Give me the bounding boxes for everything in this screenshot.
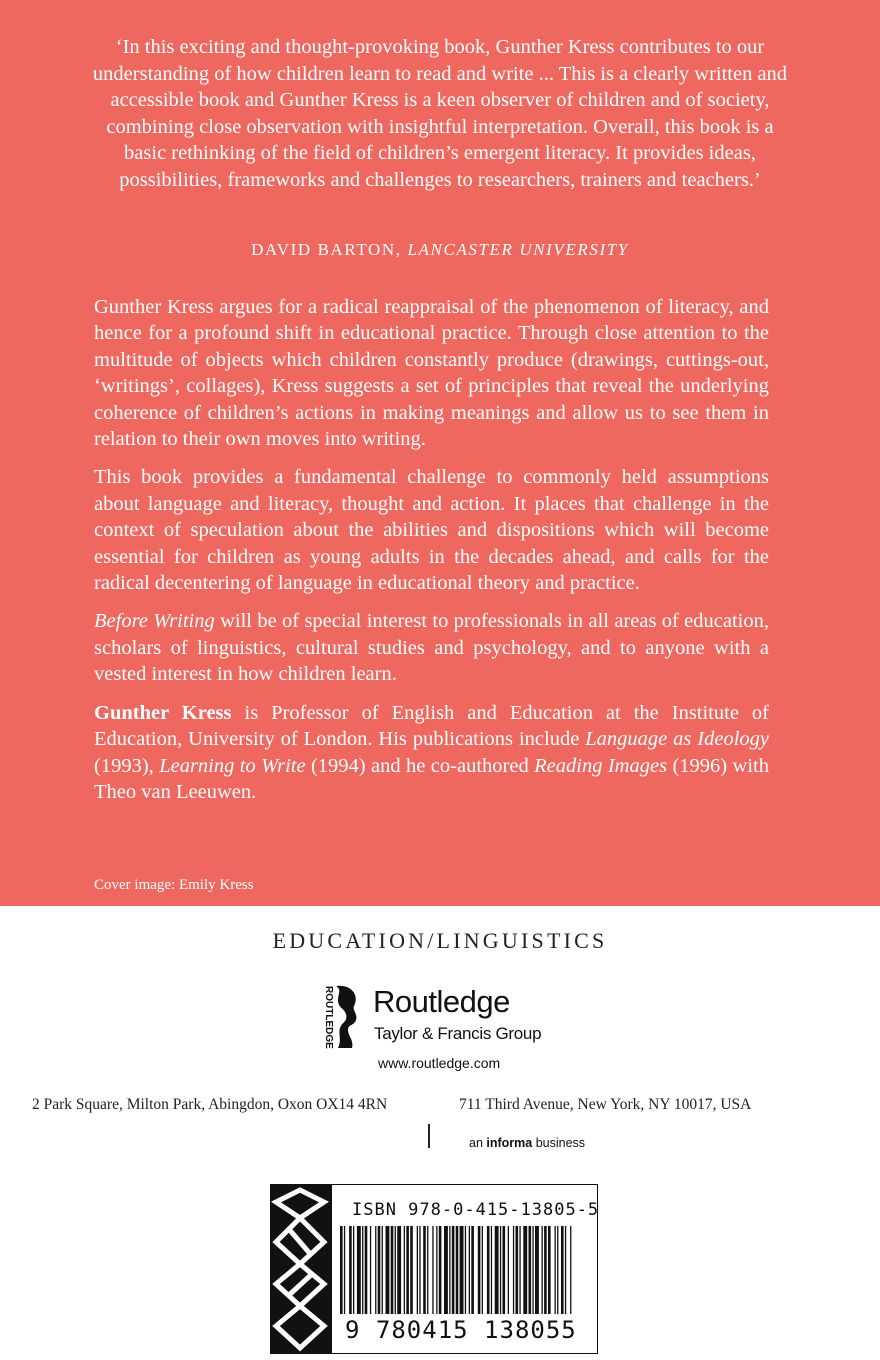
barcode-bar (519, 1226, 520, 1314)
barcode-bar (465, 1226, 466, 1314)
barcode-bar (375, 1226, 376, 1314)
barcode-bar (460, 1226, 464, 1314)
barcode-bar (503, 1226, 506, 1314)
barcode-bar (427, 1226, 428, 1314)
barcode-bar (532, 1226, 533, 1314)
barcode-bar (529, 1226, 532, 1314)
barcode-bar (395, 1226, 396, 1314)
barcode-bars (340, 1226, 576, 1316)
routledge-logo-icon (316, 984, 364, 1050)
barcode-bar (370, 1226, 371, 1314)
subject-category: EDUCATION/LINGUISTICS (272, 928, 608, 953)
barcode-bar (449, 1226, 450, 1314)
bio-text-2: (1993), (94, 754, 160, 777)
barcode-bar (456, 1226, 459, 1314)
barcode-bar (349, 1226, 352, 1314)
reviewer-affiliation: LANCASTER UNIVERSITY (407, 240, 629, 259)
barcode-bar (500, 1226, 501, 1314)
author-name: Gunther Kress (94, 701, 232, 724)
barcode-bar (535, 1226, 539, 1314)
book-title: Before Writing (94, 610, 215, 633)
barcode-bar (452, 1226, 455, 1314)
barcode-bar (419, 1226, 420, 1314)
author-bio (94, 700, 769, 806)
barcode-digits: 9 780415 138055 (345, 1316, 577, 1344)
barcode-bar (404, 1226, 405, 1314)
barcode-bar (432, 1226, 433, 1314)
barcode-bar (555, 1226, 556, 1314)
barcode-bar (478, 1226, 481, 1314)
barcode-bar (439, 1226, 442, 1314)
bio-book-1: Language as Ideology (585, 728, 770, 751)
barcode-bar (423, 1226, 426, 1314)
barcode-bar (378, 1226, 381, 1314)
barcode-bar (548, 1226, 551, 1314)
barcode-bar (557, 1226, 558, 1314)
barcode-bar (344, 1226, 345, 1314)
publisher-group: Taylor & Francis Group (374, 1024, 542, 1043)
barcode-bar (542, 1226, 543, 1314)
description-paragraph-3 (94, 608, 769, 687)
barcode-bar (410, 1226, 413, 1314)
description-paragraph-1: Gunther Kress argues for a radical reappraisal of the phenomenon of literacy, and hence for a profound shift in educational practice. Through close attention to the multitude of objects which children constantly produce (drawings, cuttings-out, ‘writings’, collages), Kress suggests a set of principles that reveal the underlying coherence of children’s actions in making meanings and allow us to see them in relation to their own moves into writing. (94, 296, 769, 451)
barcode-bar (362, 1226, 363, 1314)
barcode-bar (340, 1226, 343, 1314)
barcode-bar (513, 1226, 514, 1314)
barcode-bar (570, 1226, 571, 1314)
book-description (94, 294, 769, 817)
informa-brand: informa (486, 1136, 533, 1150)
barcode-bar (406, 1226, 409, 1314)
description-paragraph-2: This book provides a fundamental challenge to commonly held assumptions about language and literacy, thought and action. It places that challenge in the context of speculation about the abilities and dispositions which will become essential for children as young adults in the decades ahead, and calls for the radical decentering of language in educational theory and practice. (94, 466, 769, 595)
barcode-bar (487, 1226, 490, 1314)
barcode-bar (471, 1226, 474, 1314)
barcode-bar (482, 1226, 483, 1314)
divider-line (428, 1124, 430, 1148)
barcode-bar (357, 1226, 361, 1314)
informa-suffix: business (532, 1136, 586, 1150)
logo-vertical-text: ROUTLEDGE (323, 986, 334, 1049)
barcode-bar (495, 1226, 499, 1314)
barcode-bar (436, 1226, 437, 1314)
address-us: 711 Third Avenue, New York, NY 10017, USA (459, 1096, 752, 1113)
informa-prefix: an (469, 1136, 487, 1150)
barcode-bar (382, 1226, 383, 1314)
barcode-bar (365, 1226, 368, 1314)
barcode-bar (561, 1226, 564, 1314)
bio-text-1: is Professor of English and Education at the Institute of Education, University of London. His publications include (94, 701, 769, 751)
barcode-bar (469, 1226, 470, 1314)
bio-book-3: Reading Images (534, 754, 668, 777)
barcode-bar (444, 1226, 448, 1314)
paragraph-3-text: will be of special interest to professionals in all areas of education, scholars of linguistics, cultural studies and psychology, and to anyone with a vested interest in how children learn. (94, 610, 769, 686)
barcode-bar (544, 1226, 547, 1314)
bio-text-4: (1996) with Theo van Leeuwen. (94, 754, 769, 803)
bio-book-2: Learning to Write (159, 754, 306, 777)
isbn-label: ISBN 978-0-415-13805-5 (352, 1200, 600, 1220)
publisher-url[interactable]: www.routledge.com (378, 1055, 501, 1071)
cover-credit: Cover image: Emily Kress (94, 877, 254, 893)
address-uk: 2 Park Square, Milton Park, Abingdon, Oxon OX14 4RN (32, 1096, 388, 1113)
barcode-bar (565, 1226, 566, 1314)
barcode-bar (353, 1226, 354, 1314)
barcode-bar (516, 1226, 519, 1314)
review-attribution (90, 240, 790, 260)
barcode-bar (491, 1226, 492, 1314)
publisher-name: Routledge (373, 984, 510, 1019)
barcode-bar (508, 1226, 509, 1314)
barcode-bar (397, 1226, 401, 1314)
informa-tagline (469, 1136, 585, 1150)
bio-text-3: (1994) and he co-authored (305, 754, 535, 777)
barcode-bar (417, 1226, 418, 1314)
review-quote: ‘In this exciting and thought-provoking book, Gunther Kress contributes to our understanding of how children learn to read and write ... This is a clearly written and accessible book and Gunther Kress is a keen observer of children and of society, combining close observation with insightful interpretation. Overall, this book is a basic rethinking of the field of children’s emergent literacy. It provides ideas, possibilities, frameworks and challenges to researchers, trainers and teachers.’ (92, 36, 788, 191)
reviewer-name: DAVID BARTON, (251, 240, 402, 259)
barcode-bar (523, 1226, 527, 1314)
barcode-bar (391, 1226, 394, 1314)
barcode-bar (386, 1226, 390, 1314)
